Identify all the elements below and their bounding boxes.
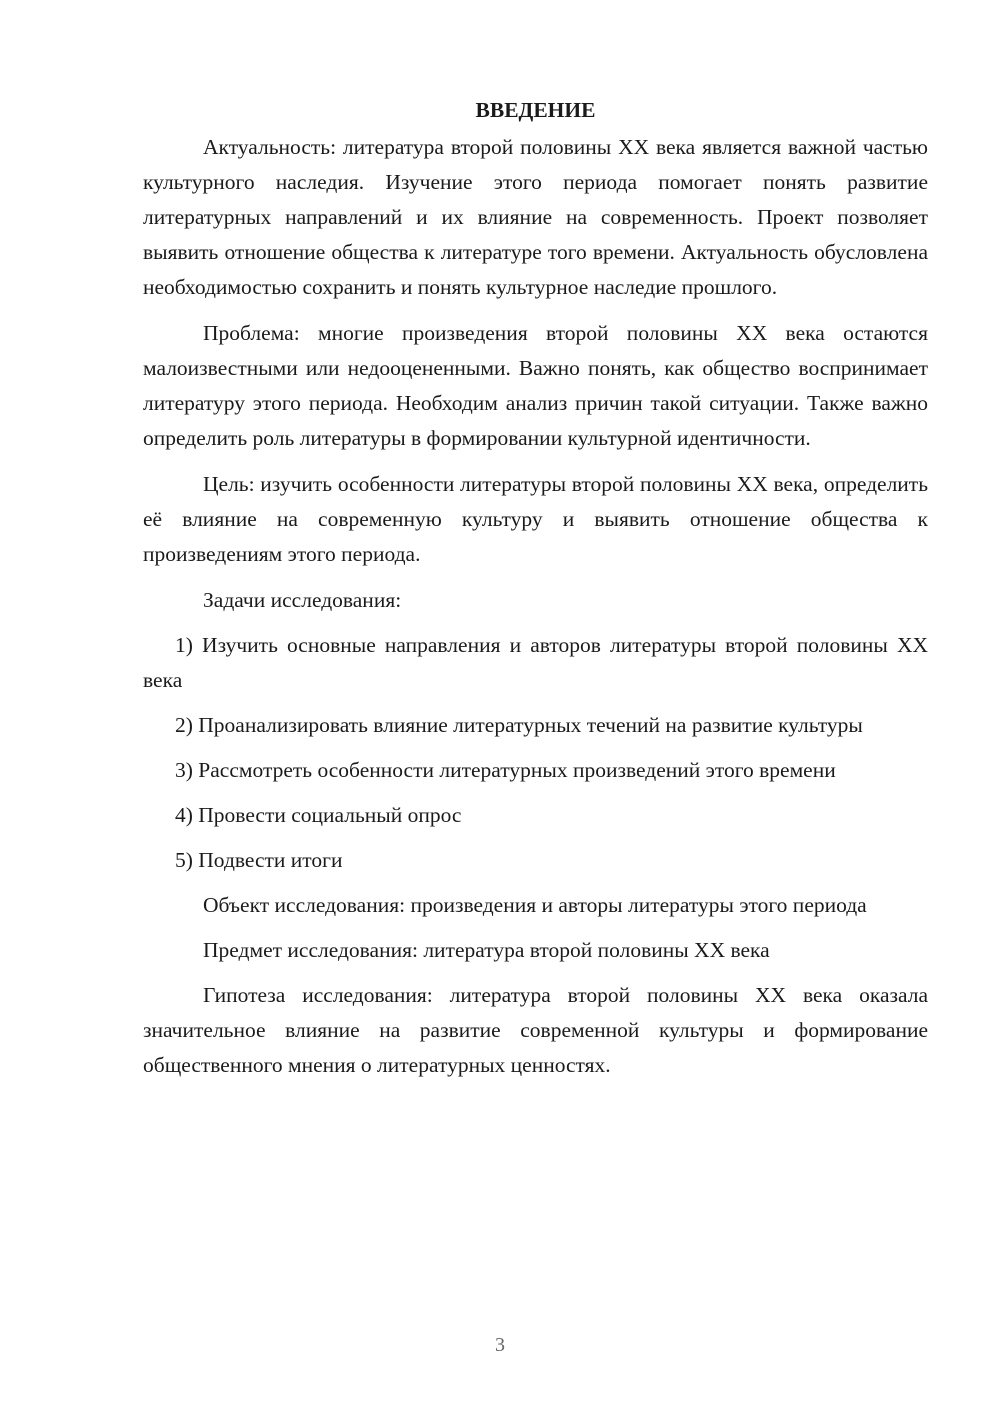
hypothesis-paragraph: Гипотеза исследования: литература второй половины XX века оказала значительное влияние на развитие современной культуры и формирование общественного мнения о литературных ценностях. [143, 983, 928, 1077]
task-item: 4) Провести социальный опрос [175, 803, 462, 827]
task-item: 1) Изучить основные направления и авторов литературы второй половины XX века [143, 633, 928, 692]
goal-paragraph: Цель: изучить особенности литературы второй половины XX века, определить её влияние на современную культуру и выявить отношение общества к произведениям этого периода. [143, 472, 928, 566]
problem-paragraph: Проблема: многие произведения второй половины XX века остаются малоизвестными или недооцененными. Важно понять, как общество воспринимает литературу этого периода. Необходим анализ причин такой ситуации. Также важно определить роль литературы в формировании культурной идентичности. [143, 321, 928, 450]
tasks-heading: Задачи исследования: [203, 588, 402, 612]
document-page [143, 93, 928, 1083]
page-title: ВВЕДЕНИЕ [475, 98, 596, 122]
page-number: 3 [495, 1334, 505, 1356]
subject-paragraph: Предмет исследования: литература второй половины XX века [203, 938, 770, 962]
relevance-paragraph: Актуальность: литература второй половины XX века является важной частью культурного наследия. Изучение этого периода помогает понять развитие литературных направлений и их влияние на современность. Проект позволяет выявить отношение общества к литературе того времени. Актуальность обусловлена необходимостью сохранить и понять культурное наследие прошлого. [143, 135, 928, 299]
task-item: 3) Рассмотреть особенности литературных произведений этого времени [175, 758, 836, 782]
object-paragraph: Объект исследования: произведения и авторы литературы этого периода [203, 893, 867, 917]
task-item: 2) Проанализировать влияние литературных течений на развитие культуры [175, 713, 863, 737]
task-item: 5) Подвести итоги [175, 848, 343, 872]
